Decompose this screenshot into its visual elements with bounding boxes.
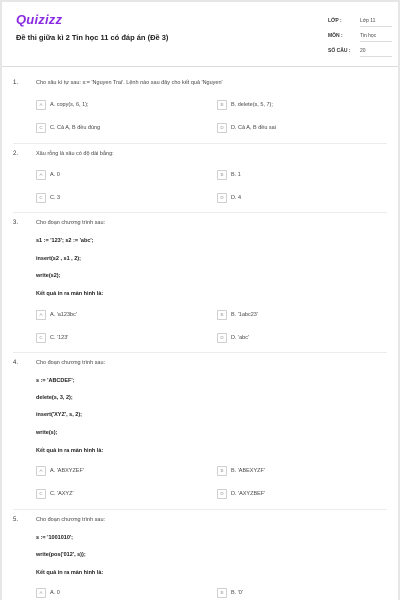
option-letter-box: C [36, 489, 46, 499]
option-letter-box: B [217, 466, 227, 476]
code-line: s1 := '123'; s2 := 'abc'; [36, 238, 94, 244]
question-number: 3. [13, 220, 19, 226]
question-text: Cho xâu kí tự sau: s:= 'Nguyen Trai'. Lệnh nào sau đây cho kết quả 'Nguyen' [36, 80, 223, 86]
option-text: D. 'abc' [231, 335, 249, 341]
option-letter-box: A [36, 310, 46, 320]
option-b[interactable] [217, 588, 243, 600]
option-text: D. 'AXYZBEF' [231, 491, 266, 497]
code-line: Kết quả in ra màn hình là: [36, 291, 104, 297]
option-text: A. copy(s, 6, 1); [50, 102, 89, 108]
option-text: D. Cả A, B đều sai [231, 125, 276, 131]
option-text: A. 0 [50, 172, 60, 178]
option-letter-box: C [36, 333, 46, 343]
option-letter-box: B [217, 100, 227, 110]
option-a[interactable] [36, 170, 60, 182]
option-text: D. 4 [231, 195, 242, 201]
option-letter-box: B [217, 170, 227, 180]
option-text: B. '1abc23' [231, 312, 258, 318]
code-line: s := '1001010'; [36, 535, 74, 541]
question-number: 1. [13, 80, 19, 86]
option-letter-box: D [217, 333, 227, 343]
question-divider [13, 143, 387, 144]
question-number: 2. [13, 151, 19, 157]
code-line: write(s2); [36, 273, 61, 279]
option-text: B. delete(s, 5, 7); [231, 102, 273, 108]
option-text: A. 0 [50, 590, 60, 596]
option-letter-box: D [217, 123, 227, 133]
option-text: C. Cả A, B đều đúng [50, 125, 101, 131]
option-d[interactable] [217, 123, 276, 135]
question-divider [13, 352, 387, 353]
worksheet-title: Đề thi giữa kì 2 Tin học 11 có đáp án (Đề 3) [16, 33, 169, 42]
question-count-value: 20 [360, 48, 392, 57]
option-letter-box: C [36, 193, 46, 203]
option-d[interactable] [217, 193, 241, 205]
option-text: C. '123' [50, 335, 69, 341]
option-c[interactable] [36, 333, 68, 345]
class-label: LỚP : [328, 18, 342, 24]
question-text: Cho đoạn chương trình sau: [36, 517, 106, 523]
code-line: insert('XYZ', s, 2); [36, 412, 83, 418]
subject-label: MÔN : [328, 33, 343, 39]
subject-value: Tin học [360, 33, 392, 42]
option-a[interactable] [36, 100, 89, 112]
option-d[interactable] [217, 333, 249, 345]
option-text: C. 3 [50, 195, 61, 201]
question-divider [13, 509, 387, 510]
option-letter-box: B [217, 588, 227, 598]
option-text: A. 'ABXYZEF' [50, 468, 84, 474]
option-text: B. 'ABEXYZF' [231, 468, 265, 474]
option-d[interactable] [217, 489, 265, 501]
question-count-label: SỐ CÂU : [328, 48, 351, 54]
option-b[interactable] [217, 100, 273, 112]
question-text: Xâu rỗng là xâu có độ dài bằng: [36, 151, 114, 157]
class-value: Lớp 11 [360, 18, 392, 27]
option-text: B. 1 [231, 172, 241, 178]
question-text: Cho đoạn chương trình sau: [36, 360, 106, 366]
code-line: write(s); [36, 430, 58, 436]
option-b[interactable] [217, 466, 265, 478]
option-letter-box: A [36, 170, 46, 180]
option-a[interactable] [36, 466, 84, 478]
code-line: insert(s2 , s1 , 2); [36, 256, 81, 262]
quizizz-logo: Quizizz [16, 12, 63, 27]
code-line: write(pos('012', s)); [36, 552, 86, 558]
option-letter-box: D [217, 193, 227, 203]
worksheet-page [2, 2, 398, 600]
option-letter-box: B [217, 310, 227, 320]
question-number: 5. [13, 517, 19, 523]
option-letter-box: A [36, 588, 46, 598]
option-a[interactable] [36, 588, 60, 600]
question-text: Cho đoạn chương trình sau: [36, 220, 106, 226]
code-line: Kết quả in ra màn hình là: [36, 570, 104, 576]
option-text: A. 'a123bc' [50, 312, 77, 318]
option-c[interactable] [36, 489, 74, 501]
option-letter-box: C [36, 123, 46, 133]
option-letter-box: A [36, 100, 46, 110]
code-line: delete(s, 3, 2); [36, 395, 73, 401]
option-c[interactable] [36, 123, 100, 135]
option-text: B. '0' [231, 590, 243, 596]
option-c[interactable] [36, 193, 60, 205]
option-b[interactable] [217, 170, 241, 182]
option-a[interactable] [36, 310, 77, 322]
question-divider [13, 212, 387, 213]
code-line: s := 'ABCDEF'; [36, 378, 75, 384]
option-letter-box: A [36, 466, 46, 476]
option-b[interactable] [217, 310, 258, 322]
option-letter-box: D [217, 489, 227, 499]
option-text: C. 'AXYZ' [50, 491, 74, 497]
code-line: Kết quả in ra màn hình là: [36, 448, 104, 454]
question-number: 4. [13, 360, 19, 366]
worksheet-header [2, 2, 398, 67]
